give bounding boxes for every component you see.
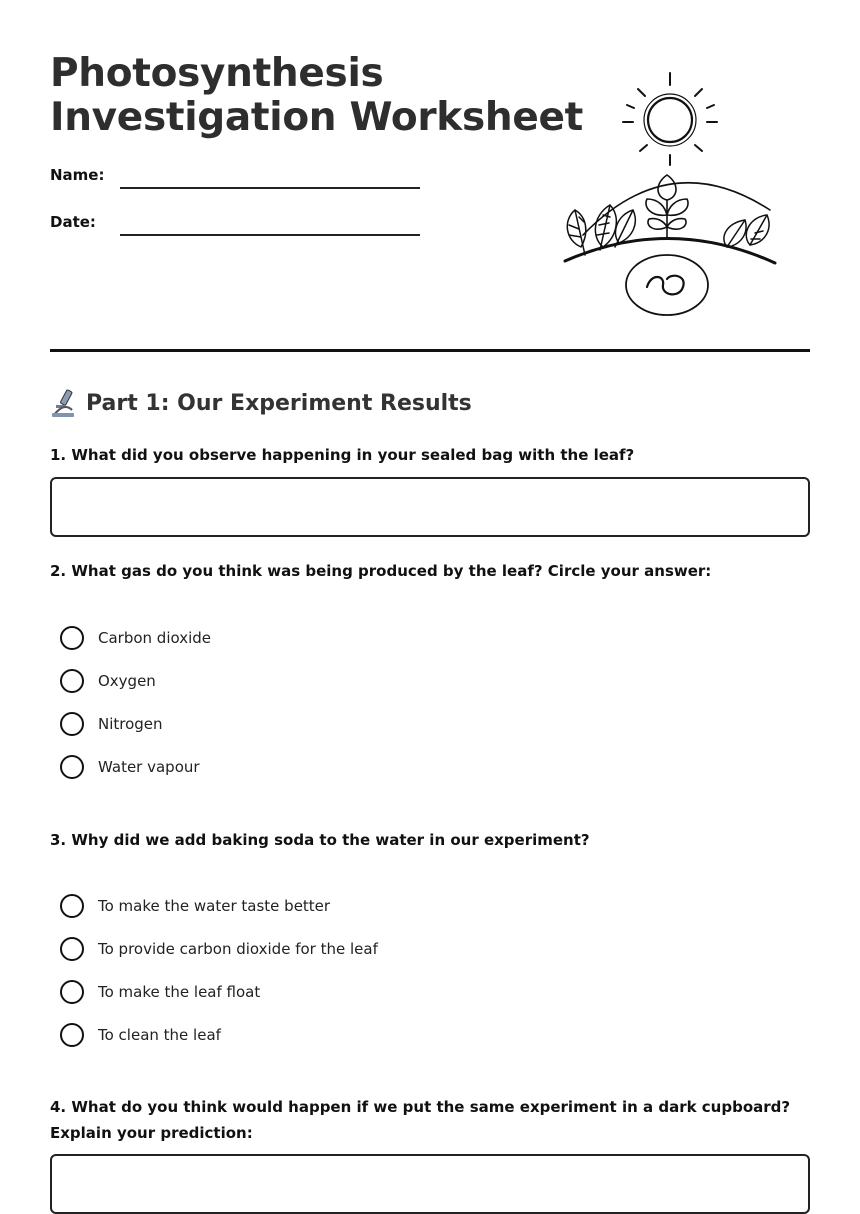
option-label: To make the water taste better xyxy=(98,897,331,915)
seed-icon xyxy=(626,255,708,315)
date-field[interactable] xyxy=(120,234,420,236)
option-label: To clean the leaf xyxy=(98,1026,221,1044)
name-field[interactable] xyxy=(120,187,420,189)
radio-circle[interactable] xyxy=(60,894,84,918)
radio-circle[interactable] xyxy=(60,937,84,961)
q2-option[interactable] xyxy=(60,755,200,779)
option-label: Oxygen xyxy=(98,672,156,690)
name-label: Name: xyxy=(50,166,105,184)
option-label: To provide carbon dioxide for the leaf xyxy=(98,940,378,958)
q3-option[interactable] xyxy=(60,1023,221,1047)
option-label: Carbon dioxide xyxy=(98,629,212,647)
q2-option[interactable] xyxy=(60,626,211,650)
title-line-1: Photosynthesis xyxy=(50,51,384,96)
section-heading xyxy=(50,388,472,418)
q3-option[interactable] xyxy=(60,980,260,1004)
worksheet-title xyxy=(50,52,583,140)
question-2: 2. What gas do you think was being produced by the leaf? Circle your answer: xyxy=(50,562,712,580)
right-plants-icon xyxy=(724,215,769,247)
radio-circle[interactable] xyxy=(60,1023,84,1047)
title-line-2: Investigation Worksheet xyxy=(50,95,583,140)
question-4: 4. What do you think would happen if we put the same experiment in a dark cupboard? Explain your prediction: xyxy=(50,1098,791,1142)
q1-answer-box[interactable] xyxy=(50,477,810,537)
sun-icon xyxy=(623,73,717,165)
sun-plants-seed-illustration xyxy=(555,65,785,325)
q3-option[interactable] xyxy=(60,937,378,961)
option-label: Nitrogen xyxy=(98,715,163,733)
radio-circle[interactable] xyxy=(60,712,84,736)
radio-circle[interactable] xyxy=(60,626,84,650)
q2-option[interactable] xyxy=(60,712,163,736)
microscope-icon xyxy=(50,388,76,418)
option-label: To make the leaf float xyxy=(98,983,261,1001)
q3-option[interactable] xyxy=(60,894,330,918)
date-label: Date: xyxy=(50,213,96,231)
question-1: 1. What did you observe happening in your sealed bag with the leaf? xyxy=(50,446,635,464)
radio-circle[interactable] xyxy=(60,755,84,779)
left-plants-icon xyxy=(567,205,635,255)
q4-answer-box[interactable] xyxy=(50,1154,810,1214)
radio-circle[interactable] xyxy=(60,980,84,1004)
question-3: 3. Why did we add baking soda to the water in our experiment? xyxy=(50,831,590,849)
section-divider xyxy=(50,349,810,352)
q2-option[interactable] xyxy=(60,669,156,693)
radio-circle[interactable] xyxy=(60,669,84,693)
option-label: Water vapour xyxy=(98,758,200,776)
section-heading-text: Part 1: Our Experiment Results xyxy=(86,390,472,416)
